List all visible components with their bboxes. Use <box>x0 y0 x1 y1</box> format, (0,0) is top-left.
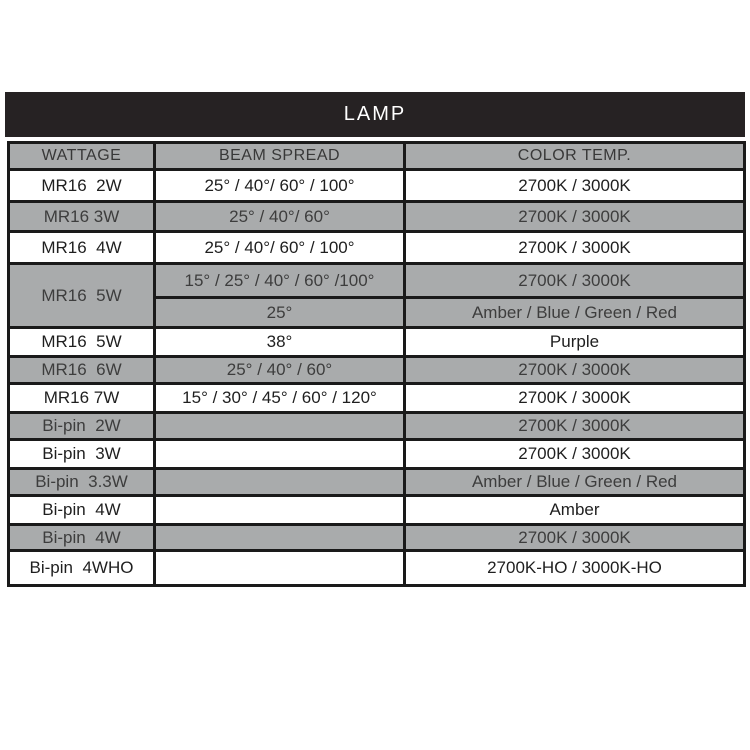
table-row <box>9 328 745 357</box>
wattage-cell: Bi-pin 3.3W <box>9 469 155 496</box>
table-row <box>9 469 745 496</box>
beam-spread-cell <box>155 551 405 586</box>
beam-spread-cell <box>155 469 405 496</box>
table-row <box>9 384 745 413</box>
table-title-banner <box>5 92 745 137</box>
wattage-cell: MR16 5W <box>9 328 155 357</box>
color-temp-cell: 2700K / 3000K <box>405 384 745 413</box>
beam-spread-cell <box>155 413 405 440</box>
color-temp-cell: 2700K / 3000K <box>405 440 745 469</box>
color-temp-cell: Amber / Blue / Green / Red <box>405 298 745 328</box>
table-row <box>9 202 745 232</box>
table-row <box>9 496 745 525</box>
beam-spread-cell: 25° <box>155 298 405 328</box>
wattage-cell: Bi-pin 4W <box>9 525 155 551</box>
beam-spread-cell: 25° / 40°/ 60° / 100° <box>155 170 405 202</box>
beam-spread-cell: 15° / 25° / 40° / 60° /100° <box>155 264 405 298</box>
beam-spread-cell <box>155 496 405 525</box>
header-row <box>9 143 745 170</box>
wattage-cell: MR16 5W <box>9 264 155 328</box>
color-temp-cell: 2700K / 3000K <box>405 232 745 264</box>
table-row <box>9 525 745 551</box>
wattage-cell: MR16 2W <box>9 170 155 202</box>
color-temp-cell: Amber / Blue / Green / Red <box>405 469 745 496</box>
wattage-cell: Bi-pin 4WHO <box>9 551 155 586</box>
table-row <box>9 170 745 202</box>
beam-spread-cell <box>155 525 405 551</box>
beam-spread-cell: 38° <box>155 328 405 357</box>
color-temp-cell: 2700K / 3000K <box>405 525 745 551</box>
color-temp-cell: 2700K / 3000K <box>405 202 745 232</box>
wattage-cell: Bi-pin 2W <box>9 413 155 440</box>
color-temp-cell: Amber <box>405 496 745 525</box>
color-temp-cell: 2700K / 3000K <box>405 357 745 384</box>
table-row <box>9 264 745 298</box>
table-title: LAMP <box>343 103 407 125</box>
wattage-cell: MR16 3W <box>9 202 155 232</box>
column-header-wattage: WATTAGE <box>9 143 155 170</box>
table-row <box>9 357 745 384</box>
wattage-cell: MR16 7W <box>9 384 155 413</box>
wattage-cell: Bi-pin 3W <box>9 440 155 469</box>
table-row <box>9 440 745 469</box>
table-row <box>9 551 745 586</box>
beam-spread-cell: 25° / 40°/ 60° / 100° <box>155 232 405 264</box>
column-header-color-temp: COLOR TEMP. <box>405 143 745 170</box>
wattage-cell: MR16 4W <box>9 232 155 264</box>
color-temp-cell: 2700K-HO / 3000K-HO <box>405 551 745 586</box>
color-temp-cell: Purple <box>405 328 745 357</box>
beam-spread-cell: 25° / 40°/ 60° <box>155 202 405 232</box>
color-temp-cell: 2700K / 3000K <box>405 264 745 298</box>
beam-spread-cell <box>155 440 405 469</box>
color-temp-cell: 2700K / 3000K <box>405 170 745 202</box>
wattage-cell: MR16 6W <box>9 357 155 384</box>
wattage-cell: Bi-pin 4W <box>9 496 155 525</box>
table-row <box>9 413 745 440</box>
beam-spread-cell: 25° / 40° / 60° <box>155 357 405 384</box>
lamp-spec-table <box>7 141 746 587</box>
column-header-beam-spread: BEAM SPREAD <box>155 143 405 170</box>
table-row <box>9 232 745 264</box>
color-temp-cell: 2700K / 3000K <box>405 413 745 440</box>
beam-spread-cell: 15° / 30° / 45° / 60° / 120° <box>155 384 405 413</box>
